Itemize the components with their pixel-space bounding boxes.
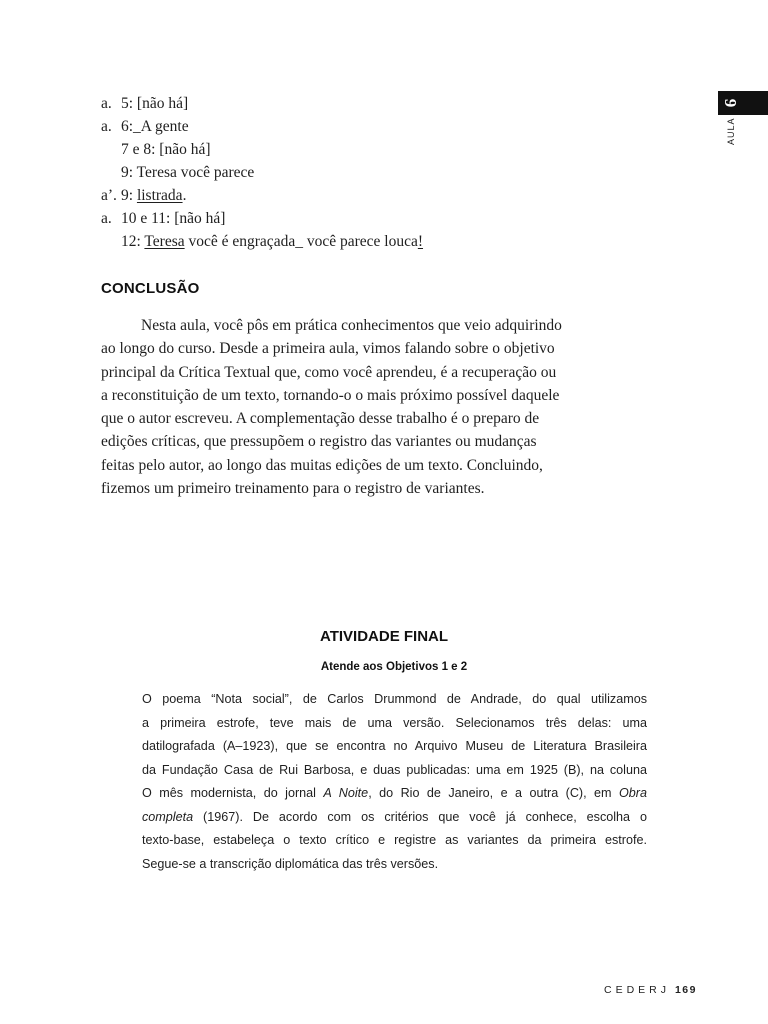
paragraph-line: edições críticas, que pressupõem o registro das variantes ou mudanças <box>101 433 537 451</box>
aula-number-tab <box>718 91 768 115</box>
variant-row <box>101 230 521 253</box>
paragraph-line: que o autor escreveu. A complementação desse trabalho é o preparo de <box>101 410 540 428</box>
paragraph-line: feitas pelo autor, ao longo das muitas edições de um texto. Concluindo, <box>101 456 543 474</box>
variant-row <box>101 115 521 138</box>
variant-row <box>101 207 521 230</box>
variant-prefix: a’. <box>101 187 117 204</box>
paragraph-line: ao longo do curso. Desde a primeira aula, vimos falando sobre o objetivo <box>101 340 555 358</box>
paragraph-line: da Fundação Casa de Rui Barbosa, e duas publicadas: uma em 1925 (B), na coluna <box>142 762 647 777</box>
variant-row <box>101 138 521 161</box>
activity-paragraph <box>142 688 647 876</box>
variant-text: 9: listrada. <box>121 187 187 204</box>
paragraph-line: principal da Crítica Textual que, como você aprendeu, é a recuperação ou <box>101 363 557 381</box>
underlined-word: listrada <box>136 187 183 204</box>
variant-text: 7 e 8: [não há] <box>121 141 211 158</box>
paragraph-line: O poema “Nota social”, de Carlos Drummond de Andrade, do qual utilizamos <box>142 692 647 706</box>
activity-subtitle: Atende aos Objetivos 1 e 2 <box>320 661 468 673</box>
aula-label: AULA <box>726 117 736 145</box>
paragraph-line: completa (1967). De acordo com os critérios que você já conhece, escolha o <box>142 809 647 824</box>
paragraph-line: Segue-se a transcrição diplomática das três versões. <box>142 856 439 871</box>
variant-row <box>101 161 521 184</box>
underlined-mark: ! <box>417 233 424 250</box>
variant-row <box>101 92 521 115</box>
paragraph-line: O mês modernista, do jornal A Noite, do Rio de Janeiro, e a outra (C), em Obra <box>142 786 647 800</box>
variant-text: 10 e 11: [não há] <box>121 210 226 227</box>
variant-text: 9: Teresa você parece <box>121 164 255 181</box>
paragraph-line: fizemos um primeiro treinamento para o registro de variantes. <box>101 480 485 498</box>
conclusion-paragraph <box>101 314 562 500</box>
book-title-part: Obra <box>619 786 647 800</box>
page-number: 169 <box>674 984 697 996</box>
paragraph-line: texto-base, estabeleça o texto crítico e registre as variantes da primeira estrofe. <box>142 833 647 847</box>
underlined-word: Teresa <box>144 233 185 250</box>
variant-list <box>101 92 521 253</box>
footer-brand: CEDERJ <box>604 984 671 996</box>
paragraph-line: Nesta aula, você pôs em prática conhecimentos que veio adquirindo <box>141 317 562 334</box>
newspaper-name: A Noite <box>323 786 369 800</box>
paragraph-line: datilografada (A–1923), que se encontra no Arquivo Museu de Literatura Brasileira <box>142 739 647 753</box>
page-footer <box>604 984 697 996</box>
variant-row <box>101 184 521 207</box>
variant-prefix: a. <box>101 210 112 227</box>
variant-text: 5: [não há] <box>121 95 189 112</box>
aula-number: 9 <box>721 98 740 108</box>
variant-prefix: a. <box>101 118 112 135</box>
activity-title: ATIVIDADE FINAL <box>319 628 449 645</box>
variant-text: 12: Teresa você é engraçada_ você parece louca! <box>121 233 424 250</box>
variant-text: 6:_A gente <box>121 118 189 135</box>
book-title-part: completa <box>142 809 194 824</box>
paragraph-line: a reconstituição de um texto, tornando-o o mais próximo possível daquele <box>101 386 560 404</box>
paragraph-line: a primeira estrofe, teve mais de uma versão. Selecionamos três delas: uma <box>142 715 647 730</box>
variant-prefix: a. <box>101 95 112 112</box>
conclusion-heading: CONCLUSÃO <box>101 280 200 297</box>
